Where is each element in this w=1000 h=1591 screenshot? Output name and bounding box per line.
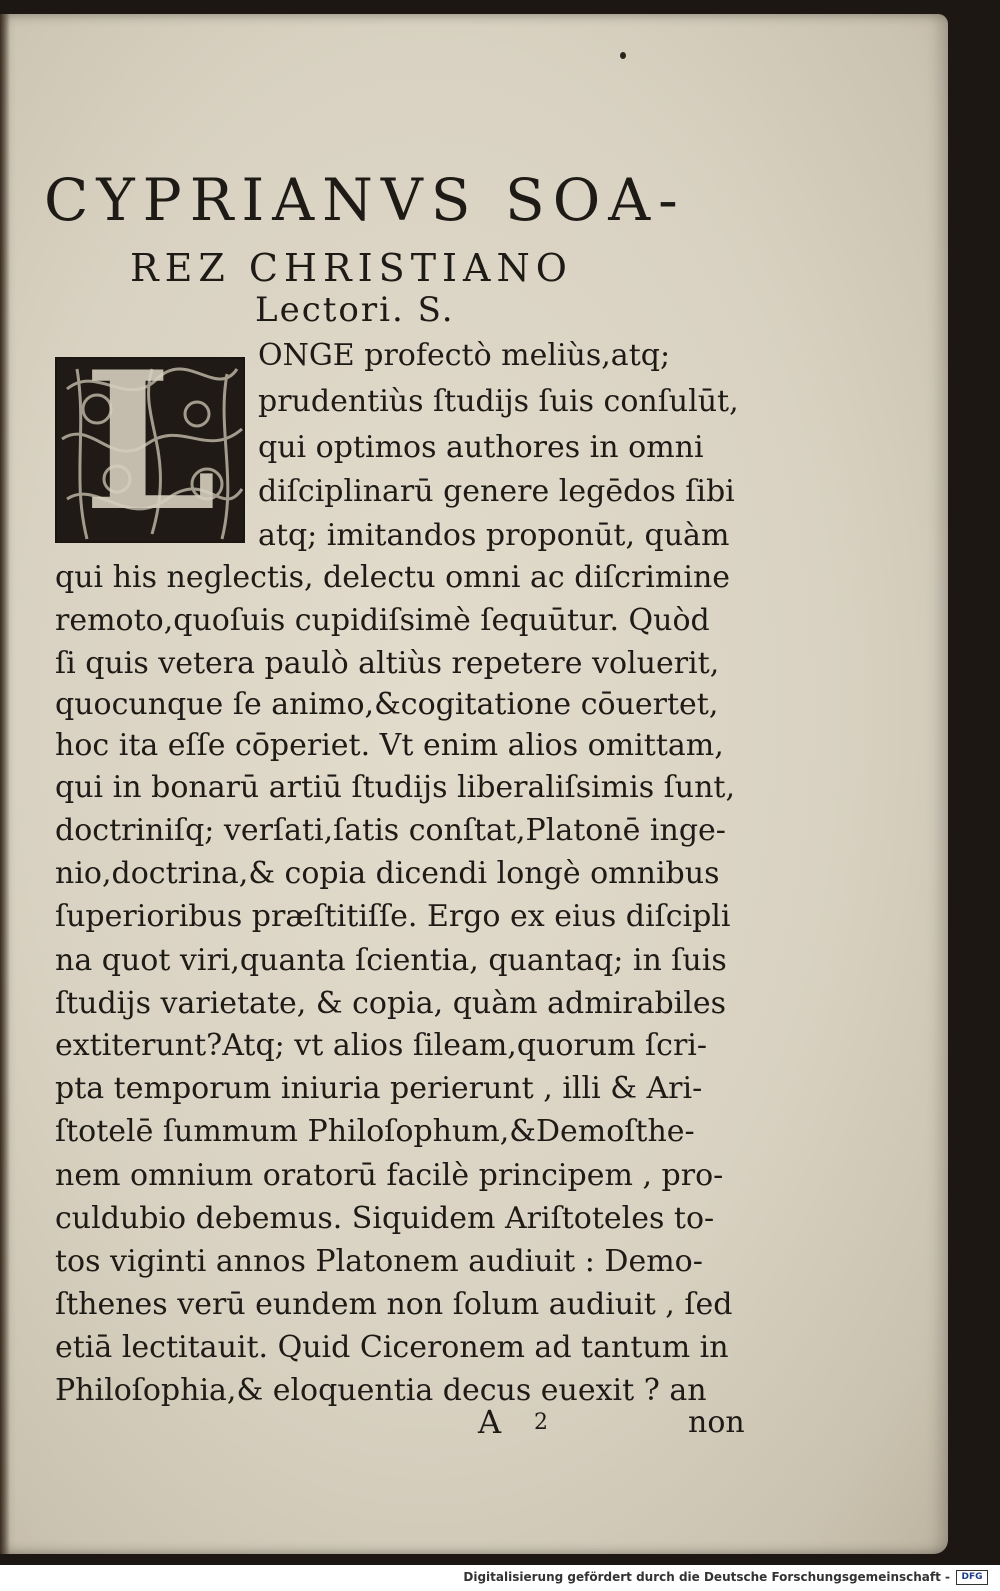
signature-mark: A: [478, 1403, 502, 1441]
funding-credit: Digitalisierung gefördert durch die Deutsche Forschungsgemeinschaft -: [463, 1570, 950, 1584]
title-line-1: CYPRIANVS SOA-: [44, 166, 686, 234]
signature-number: 2: [534, 1410, 548, 1435]
text-line-4: diſciplinarū genere legēdos ſibi: [258, 474, 735, 509]
book-page: [0, 14, 948, 1554]
title-line-3: Lectori. S.: [255, 290, 455, 330]
page-gutter-shadow: [0, 14, 10, 1554]
text-line-22: tos viginti annos Platonem audiuit : Demo-: [55, 1244, 703, 1279]
text-line-14: ſuperioribus præſtitiſſe. Ergo ex eius diſcipli: [55, 899, 731, 934]
digitization-footer: [0, 1565, 1000, 1591]
text-line-16: ſtudijs varietate, & copia, quàm admirabiles: [55, 986, 727, 1021]
text-line-10: hoc ita eſſe cōperiet. Vt enim alios omittam,: [55, 728, 724, 763]
catchword: non: [688, 1405, 745, 1440]
decorated-initial: [55, 357, 245, 543]
text-line-5: atq; imitandos proponūt, quàm: [258, 518, 730, 553]
text-line-17: extiterunt?Atq; vt alios ſileam,quorum ſcri-: [55, 1028, 708, 1063]
text-line-21: culdubio debemus. Siquidem Ariſtoteles to-: [55, 1201, 715, 1236]
initial-letter: L: [83, 357, 217, 543]
text-line-2: prudentiùs ſtudijs ſuis conſulūt,: [258, 384, 739, 419]
text-line-8: ſi quis vetera paulò altiùs repetere voluerit,: [55, 646, 720, 681]
ink-dot: [620, 52, 626, 59]
title-line-2: REZ CHRISTIANO: [130, 246, 573, 290]
text-line-9: quocunque ſe animo,&cogitatione cōuertet,: [55, 687, 719, 722]
text-line-18: pta temporum iniuria perierunt , illi & Ari-: [55, 1071, 703, 1106]
text-line-3: qui optimos authores in omni: [258, 430, 704, 465]
text-line-15: na quot viri,quanta ſcientia, quantaq; in ſuis: [55, 943, 727, 978]
text-line-13: nio,doctrina,& copia dicendi longè omnibus: [55, 856, 720, 891]
text-line-23: ſthenes verū eundem non ſolum audiuit , ſed: [55, 1287, 733, 1322]
text-line-7: remoto,quoſuis cupidiſsimè ſequūtur. Quòd: [55, 603, 710, 638]
text-line-20: nem omnium oratorū facilè principem , pro-: [55, 1158, 724, 1193]
text-line-25: Philoſophia,& eloquentia decus euexit ? an: [55, 1373, 707, 1408]
dfg-logo-icon: DFG: [956, 1570, 988, 1585]
text-line-12: doctriniſq; verſati,ſatis conſtat,Platonē inge-: [55, 813, 726, 848]
text-line-24: etiā lectitauit. Quid Ciceronem ad tantum in: [55, 1330, 729, 1365]
text-line-6: qui his neglectis, delectu omni ac diſcrimine: [55, 560, 731, 595]
text-line-1: ONGE profectò meliùs,atq;: [258, 338, 671, 373]
text-line-11: qui in bonarū artiū ſtudijs liberaliſsimis ſunt,: [55, 770, 735, 805]
text-line-19: ſtotelē ſummum Philoſophum,&Demoſthe-: [55, 1114, 695, 1149]
